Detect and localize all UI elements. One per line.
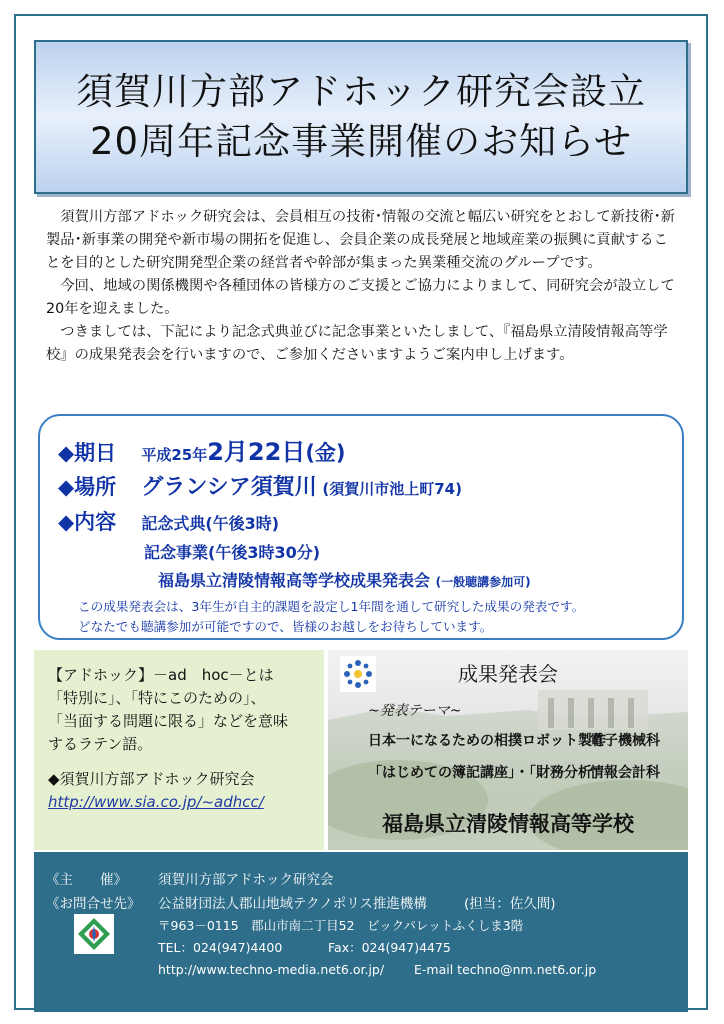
adhoc-group-name: ◆須賀川方部アドホック研究会 <box>48 770 255 788</box>
intro-paragraph-2: 今回、地域の関係機関や各種団体の皆様方のご支援とご協力によりまして、同研究会が設立して20年を迎えました。 <box>46 278 675 317</box>
content-item-3-row <box>158 568 531 591</box>
contact-email[interactable]: E-mail techno@nm.net6.or.jp <box>414 962 597 977</box>
date-label: ◆期日 <box>58 441 117 465</box>
place-name: グランシア須賀川 <box>141 475 317 500</box>
adhoc-definition-box <box>34 650 324 850</box>
page-title-line2: 20周年記念事業開催のお知らせ <box>90 120 632 163</box>
theme-1: 日本一になるための相撲ロボット製作 <box>368 733 606 749</box>
theme-label: ~発表テーマ~ <box>368 703 462 719</box>
intro-text <box>46 206 678 367</box>
date-month-day: 2月22日 <box>207 438 306 466</box>
place-label: ◆場所 <box>58 475 117 499</box>
details-note-1: この成果発表会は、3年生が自主的課題を設定し1年間を通して研究した成果の発表です。 <box>78 599 585 614</box>
presentation-title: 成果発表会 <box>458 662 558 686</box>
content-item-1: 記念式典(午後3時) <box>141 514 280 533</box>
content-item-2: 記念事業(午後3時30分) <box>144 543 321 562</box>
technopolis-logo-icon <box>74 914 114 954</box>
date-weekday: (金) <box>305 441 346 465</box>
contact-person: (担当：佐久間) <box>464 896 556 912</box>
content-item-3: 福島県立清陵情報高等学校成果発表会 <box>158 571 431 590</box>
title-banner <box>34 40 688 194</box>
contact-organization: 公益財団法人郡山地域テクノポリス推進機構 <box>158 896 427 912</box>
contact-label: 《お問合せ先》 <box>46 896 141 912</box>
date-era: 平成 <box>141 446 172 464</box>
organizer-name: 須賀川方部アドホック研究会 <box>158 872 334 888</box>
dept-2: 情報会計科 <box>590 765 660 781</box>
place-address: (須賀川市池上町74) <box>322 480 462 498</box>
intro-paragraph-1: 須賀川方部アドホック研究会は、会員相互の技術･情報の交流と幅広い研究をとおして新技術･新製品･新事業の開発や新市場の開拓を促進し、会員企業の成長発展と地域産業の振興に貢献することを目的とした研究開発型企業の経営者や幹部が集まった異業種交流のグループです。 <box>46 209 676 271</box>
page-title-line1: 須賀川方部アドホック研究会設立 <box>76 70 646 113</box>
contact-website[interactable]: http://www.techno-media.net6.or.jp/ <box>158 962 385 977</box>
theme-2: 「はじめての簿記講座」・「財務分析」 <box>368 765 606 781</box>
adhoc-definition-line-4: するラテン語。 <box>48 735 153 753</box>
dept-1: 電子機械科 <box>590 733 660 749</box>
date-row <box>58 432 346 467</box>
adhoc-website-link[interactable]: http://www.sia.co.jp/~adhcc/ <box>48 793 264 811</box>
content-label: ◆内容 <box>58 510 117 534</box>
contact-address: 〒963－0115 郡山市南二丁目52 ビックパレットふくしま3階 <box>158 918 524 933</box>
school-presentation-panel <box>328 650 688 850</box>
contact-tel: TEL：024(947)4400 <box>158 940 283 955</box>
intro-paragraph-3: つきましては、下記により記念式典並びに記念事業といたしまして、『福島県立清陵情報高等学校』の成果発表会を行いますので、ご参加くださいますようご案内申し上げます。 <box>46 324 668 363</box>
adhoc-definition-line-3: 「当面する問題に限る」などを意味 <box>48 712 289 730</box>
adhoc-definition-line-1: 【アドホック】－ad hoc－とは <box>48 666 274 684</box>
content-row <box>58 506 279 536</box>
place-row <box>58 470 462 501</box>
date-year: 25 <box>171 446 193 464</box>
details-note-2: どなたでも聴講参加が可能ですので、皆様のお越しをお待ちしています。 <box>78 619 493 634</box>
contact-fax: Fax：024(947)4475 <box>328 940 451 955</box>
date-year-suffix: 年 <box>192 446 208 464</box>
adhoc-definition-line-2: 「特別に」、「特にこのための」、 <box>48 689 266 707</box>
organizer-label: 《主 催》 <box>46 872 127 888</box>
footer-contact <box>34 852 688 1012</box>
content-item-3-note: (一般聴講参加可) <box>435 575 531 589</box>
event-details-box <box>38 414 684 640</box>
school-name: 福島県立清陵情報高等学校 <box>382 811 634 836</box>
